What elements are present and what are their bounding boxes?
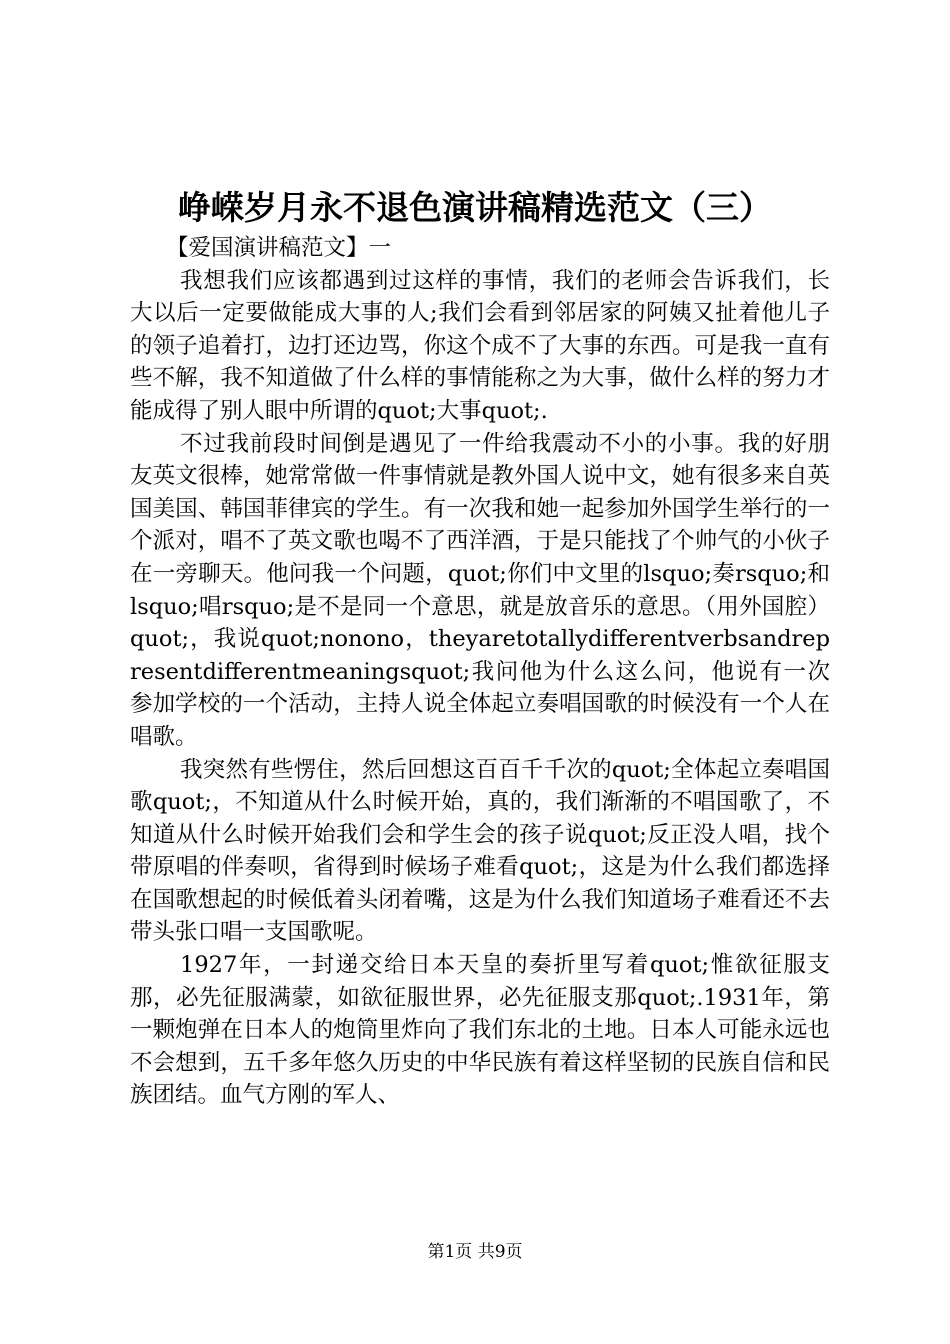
paragraph: 我想我们应该都遇到过这样的事情，我们的老师会告诉我们，长大以后一定要做能成大事的人;我们会看到邻居家的阿姨又扯着他儿子的领子追着打，边打还边骂，你这个成不了大事的东西。可是我一直有些不解，我不知道做了什么样的事情能称之为大事，做什么样的努力才能成得了别人眼中所谓的quot;大事quot;. [130, 267, 830, 424]
document-body [130, 232, 830, 1112]
paragraph: 不过我前段时间倒是遇见了一件给我震动不小的小事。我的好朋友英文很棒，她常常做一件事情就是教外国人说中文，她有很多来自英国美国、韩国菲律宾的学生。有一次我和她一起参加外国学生举行的一个派对，唱不了英文歌也喝不了西洋酒，于是只能找了个帅气的小伙子在一旁聊天。他问我一个问题，quot;你们中文里的lsquo;奏rsquo;和lsquo;唱rsquo;是不是同一个意思，就是放音乐的意思。（用外国腔）quot;，我说quot;nonono，theyaretotallydifferentverbsandrepresentdifferentmeaningsquot;我问他为什么这么问，他说有一次参加学校的一个活动，主持人说全体起立奏唱国歌的时候没有一个人在唱歌。 [130, 430, 830, 750]
paragraph: 我突然有些愣住，然后回想这百百千千次的quot;全体起立奏唱国歌quot;，不知道从什么时候开始，真的，我们渐渐的不唱国歌了，不知道从什么时候开始我们会和学生会的孩子说quot;反正没人唱，找个带原唱的伴奏呗，省得到时候场子难看quot;，这是为什么我们都选择在国歌想起的时候低着头闭着嘴，这是为什么我们知道场子难看还不去带头张口唱一支国歌呢。 [130, 756, 830, 946]
paragraph: 1927年，一封递交给日本天皇的奏折里写着quot;惟欲征服支那，必先征服满蒙，如欲征服世界，必先征服支那quot;.1931年，第一颗炮弹在日本人的炮筒里炸向了我们东北的土地。日本人可能永远也不会想到，五千多年悠久历史的中华民族有着这样坚韧的民族自信和民族团结。血气方刚的军人、 [130, 952, 830, 1109]
page-title: 峥嵘岁月永不退色演讲稿精选范文（三） [178, 188, 772, 227]
page-number-footer: 第1页 共9页 [427, 1242, 523, 1262]
section-heading: 【爱国演讲稿范文】一 [166, 235, 392, 261]
